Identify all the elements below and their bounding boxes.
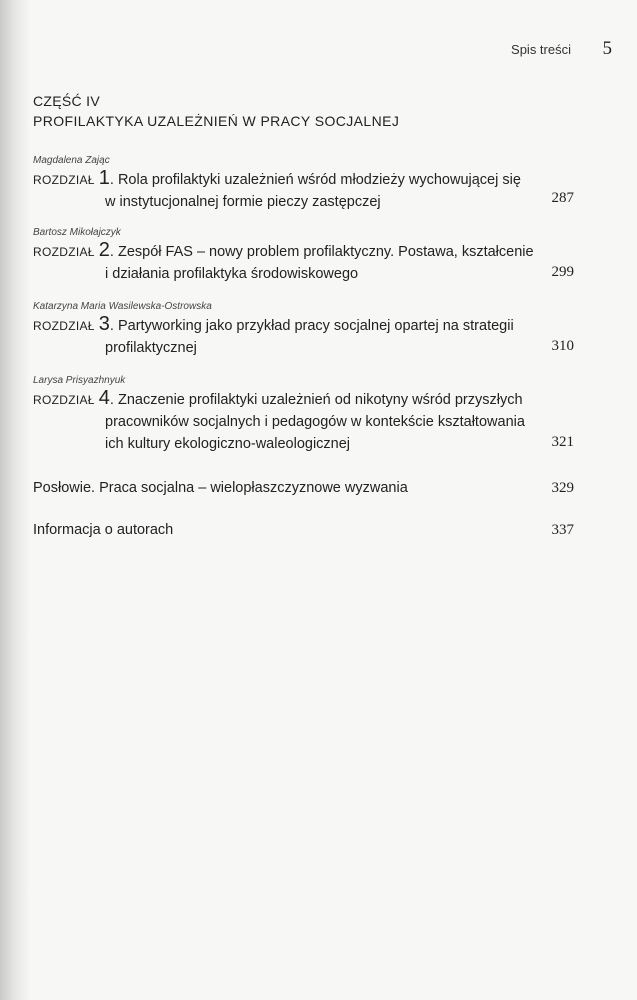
chapter-page-number: 287 — [551, 190, 574, 206]
afterword-page-number: 329 — [551, 480, 574, 496]
chapter-title-line-3: ich kultury ekologiczno-waleologicznej — [105, 436, 351, 452]
chapter-title-line-1 — [33, 388, 571, 411]
chapter-title-text: . Znaczenie profilaktyki uzależnień od nikotyny wśród przyszłych — [109, 392, 523, 408]
chapter-title-line-1 — [33, 168, 571, 191]
chapter-label: ROZDZIAŁ — [33, 319, 95, 333]
chapter-number: 2 — [98, 239, 110, 261]
chapter-author: Larysa Prisyazhnyuk — [33, 375, 126, 386]
chapter-label: ROZDZIAŁ — [33, 245, 95, 259]
part-heading — [33, 91, 399, 131]
toc-entry-chapter-1 — [33, 154, 574, 213]
toc-entry-chapter-2 — [33, 226, 574, 285]
authors-info-title: Informacja o autorach — [33, 522, 174, 538]
toc-entry-chapter-4 — [33, 374, 574, 455]
chapter-title-text: . Zespół FAS – nowy problem profilaktyczny. Postawa, kształcenie — [109, 244, 534, 260]
chapter-page-number: 321 — [551, 434, 574, 450]
chapter-label: ROZDZIAŁ — [33, 393, 95, 407]
chapter-title-text: . Partyworking jako przykład pracy socjalnej opartej na strategii — [109, 318, 514, 334]
chapter-number: 4 — [98, 387, 110, 409]
chapter-title-line-2: profilaktycznej — [105, 340, 197, 356]
chapter-title-line-2: pracowników socjalnych i pedagogów w kontekście kształtowania — [105, 414, 525, 430]
chapter-title-text: . Rola profilaktyki uzależnień wśród młodzieży wychowującej się — [109, 172, 521, 188]
afterword-title: Posłowie. Praca socjalna – wielopłaszczyznowe wyzwania — [33, 480, 408, 496]
running-title: Spis treści — [511, 42, 571, 57]
chapter-author: Magdalena Zając — [33, 155, 110, 166]
page-number: 5 — [602, 38, 612, 59]
toc-entry-authors-info — [33, 519, 574, 541]
chapter-number: 1 — [98, 167, 110, 189]
part-title: PROFILAKTYKA UZALEŻNIEŃ W PRACY SOCJALNEJ — [33, 113, 400, 129]
chapter-title-line-2: i działania profilaktyka środowiskowego — [105, 266, 359, 282]
toc-entry-afterword — [33, 477, 574, 499]
chapter-author: Bartosz Mikołajczyk — [33, 227, 121, 238]
chapter-label: ROZDZIAŁ — [33, 173, 95, 187]
chapter-number: 3 — [98, 313, 110, 335]
chapter-title-line-1 — [33, 240, 571, 263]
chapter-page-number: 299 — [551, 264, 574, 280]
chapter-page-number: 310 — [551, 338, 574, 354]
part-label: CZĘŚĆ IV — [33, 93, 100, 109]
toc-entry-chapter-3 — [33, 300, 574, 359]
page-gutter-shadow — [0, 0, 30, 1000]
chapter-title-line-1 — [33, 314, 571, 337]
running-header — [511, 38, 612, 59]
chapter-title-line-2: w instytucjonalnej formie pieczy zastępczej — [105, 194, 381, 210]
authors-info-page-number: 337 — [551, 522, 574, 538]
chapter-author: Katarzyna Maria Wasilewska-Ostrowska — [33, 301, 212, 312]
